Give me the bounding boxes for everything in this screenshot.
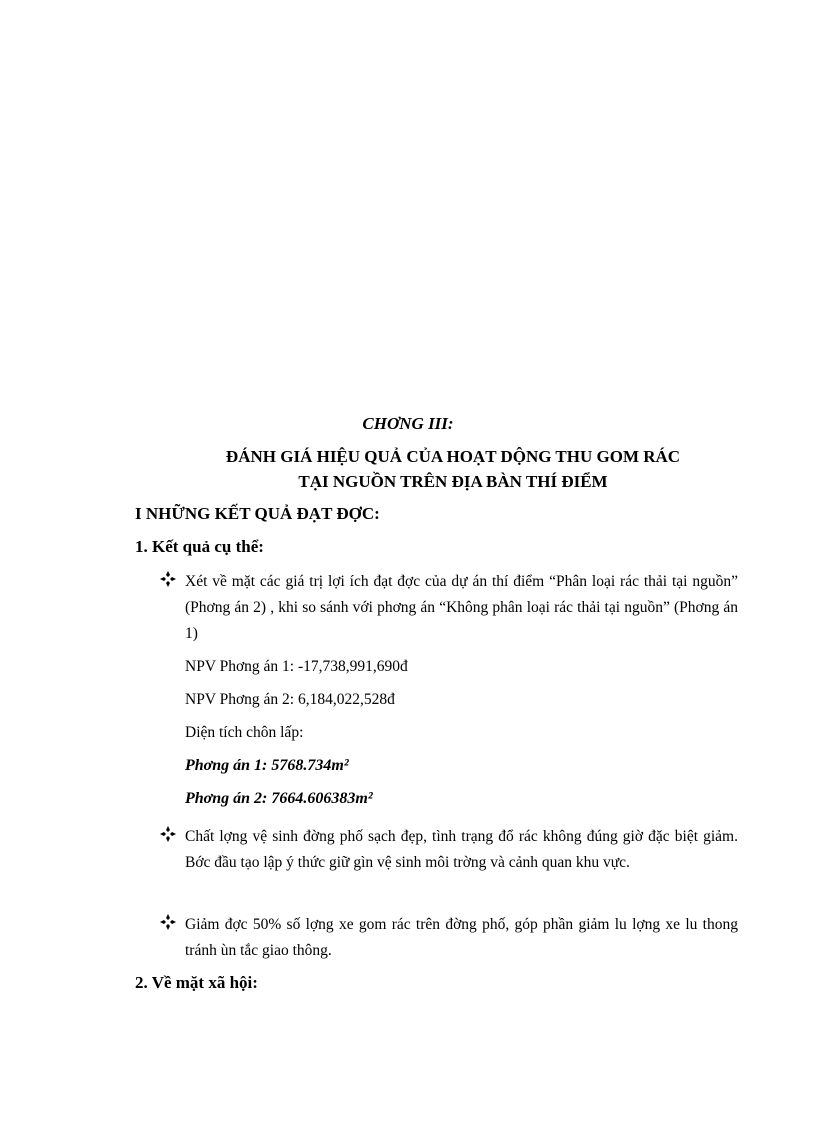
bullet-paragraph-sanitation: Chất lợng vệ sinh đờng phố sạch đẹp, tình trạng đổ rác không đúng giờ đặc biệt giảm. Bớc đầu tạo lập ý thức giữ gìn vệ sinh môi trờng và cảnh quan khu vực. <box>185 828 738 871</box>
npv-option-2: NPV Phơng án 2: 6,184,022,528đ <box>185 691 395 708</box>
subsection-heading-social: 2. Về mặt xã hội: <box>135 973 258 992</box>
bullet-paragraph-traffic: Giảm đợc 50% số lợng xe gom rác trên đờng phố, góp phần giảm lu lợng xe lu thong tránh ùn tắc giao thông. <box>185 916 738 959</box>
chapter-heading: CHƠNG III: <box>362 414 454 433</box>
landfill-area-option-1: Phơng án 1: 5768.734m² <box>185 757 349 774</box>
section-heading: I NHỮNG KẾT QUẢ ĐẠT ĐỢC: <box>135 504 380 523</box>
subsection-heading-results: 1. Kết quả cụ thể: <box>135 537 264 556</box>
npv-option-1: NPV Phơng án 1: -17,738,991,690đ <box>185 658 408 675</box>
diamond-bullet-icon <box>160 571 176 587</box>
bullet-paragraph-benefits: Xét về mặt các giá trị lợi ích đạt đợc của dự án thí điểm “Phân loại rác thải tại nguồn” (Phơng án 2) , khi so sánh với phơng án “Không phân loại rác thải tại nguồn” (Phơng án 1) <box>185 573 738 642</box>
chapter-title-line-1: ĐÁNH GIÁ HIỆU QUẢ CỦA HOẠT DỘNG THU GOM RÁC <box>225 447 681 466</box>
chapter-title-line-2: TẠI NGUỒN TRÊN ĐỊA BÀN THÍ ĐIỂM <box>298 472 608 491</box>
landfill-area-option-2: Phơng án 2: 7664.606383m² <box>185 790 373 807</box>
diamond-bullet-icon <box>160 914 176 930</box>
diamond-bullet-icon <box>160 826 176 842</box>
landfill-area-label: Diện tích chôn lấp: <box>185 724 304 741</box>
